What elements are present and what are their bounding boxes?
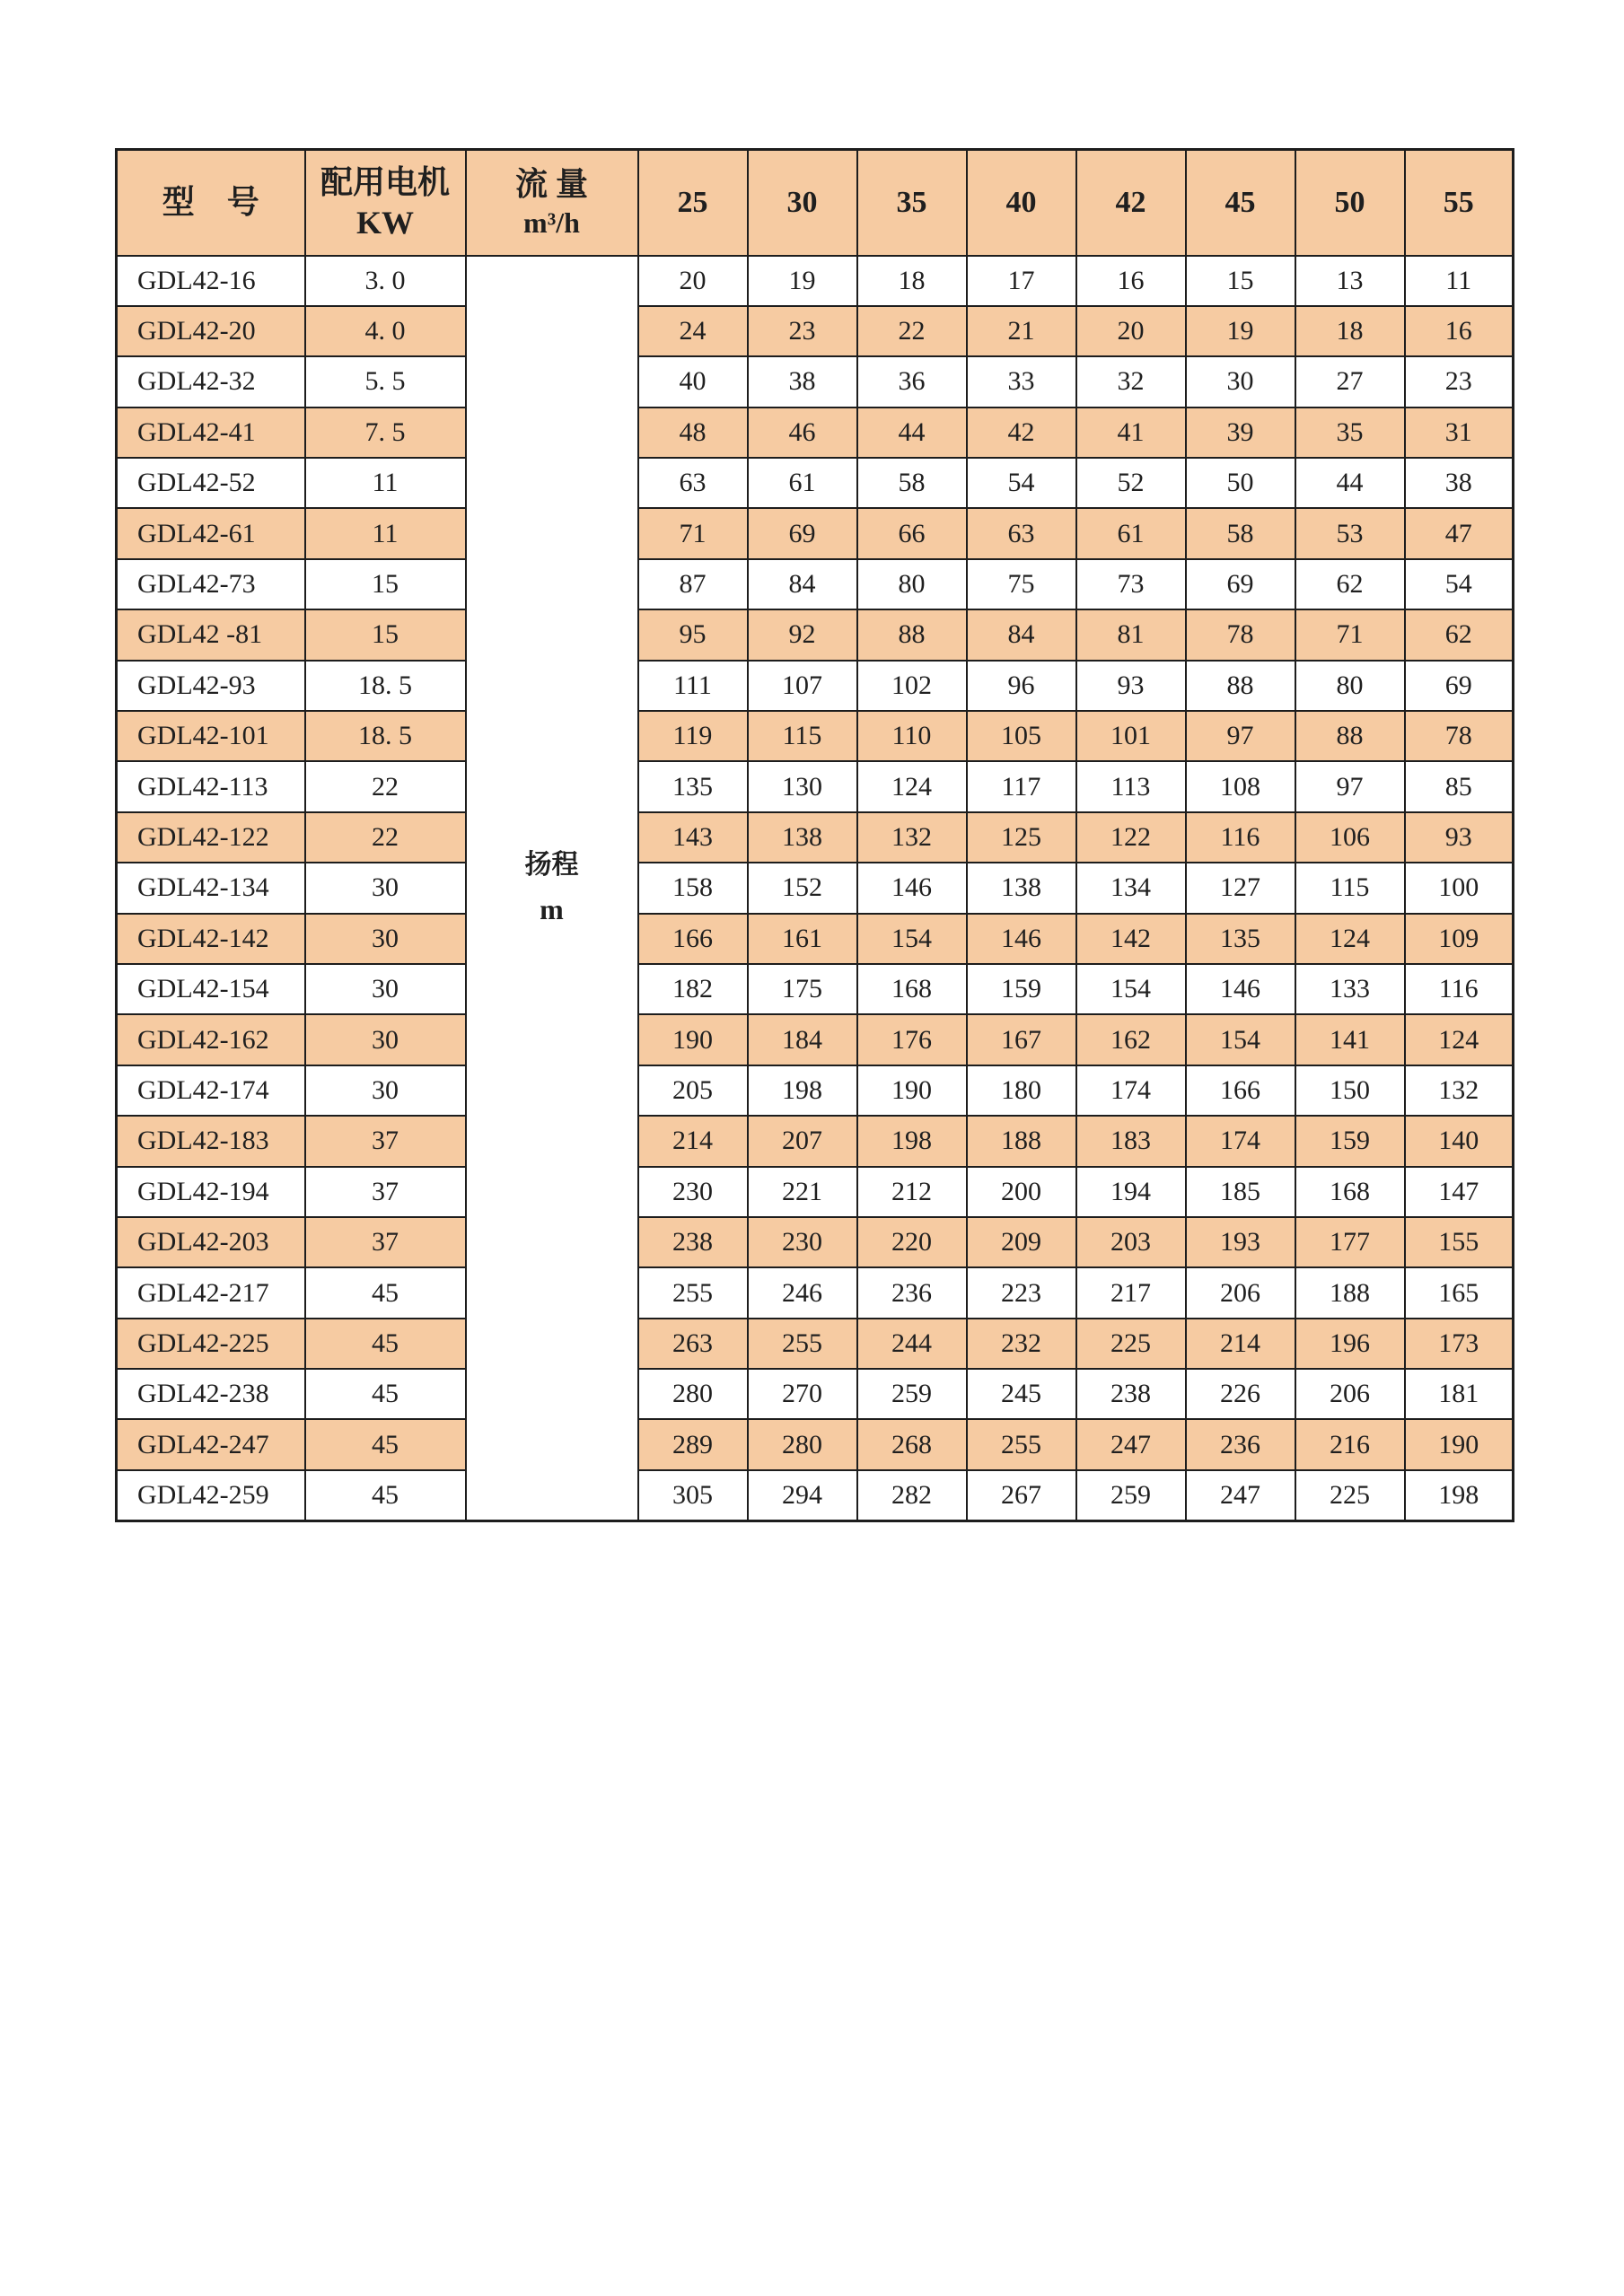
head-value-cell: 188 [1295, 1267, 1405, 1318]
head-value-cell: 71 [638, 508, 748, 558]
header-flow-col-42: 42 [1076, 150, 1186, 256]
head-value-cell: 111 [638, 661, 748, 711]
head-value-cell: 167 [967, 1014, 1076, 1065]
head-value-cell: 247 [1076, 1419, 1186, 1469]
model-cell: GDL42-122 [117, 812, 305, 863]
head-value-cell: 17 [967, 256, 1076, 306]
table-row [117, 1319, 1514, 1369]
head-value-cell: 132 [1405, 1065, 1514, 1116]
head-value-cell: 23 [748, 306, 857, 356]
head-value-cell: 22 [857, 306, 967, 356]
head-value-cell: 40 [638, 356, 748, 407]
model-cell: GDL42-16 [117, 256, 305, 306]
head-value-cell: 16 [1076, 256, 1186, 306]
motor-kw-cell: 45 [305, 1267, 466, 1318]
head-value-cell: 48 [638, 407, 748, 458]
head-value-cell: 20 [638, 256, 748, 306]
head-value-cell: 289 [638, 1419, 748, 1469]
motor-kw-cell: 30 [305, 1065, 466, 1116]
head-value-cell: 193 [1186, 1217, 1295, 1267]
head-value-cell: 294 [748, 1470, 857, 1520]
head-value-cell: 84 [967, 609, 1076, 660]
head-value-cell: 69 [1186, 559, 1295, 609]
head-value-cell: 223 [967, 1267, 1076, 1318]
header-flow-col-55: 55 [1405, 150, 1514, 256]
head-value-cell: 24 [638, 306, 748, 356]
table-row [117, 609, 1514, 660]
head-value-cell: 198 [1405, 1470, 1514, 1520]
model-cell: GDL42-194 [117, 1167, 305, 1217]
model-cell: GDL42-113 [117, 761, 305, 811]
table-row [117, 914, 1514, 964]
head-value-cell: 100 [1405, 863, 1514, 913]
model-cell: GDL42-61 [117, 508, 305, 558]
head-value-cell: 41 [1076, 407, 1186, 458]
head-value-cell: 88 [1295, 711, 1405, 761]
model-cell: GDL42-142 [117, 914, 305, 964]
table-row [117, 1369, 1514, 1419]
head-value-cell: 61 [1076, 508, 1186, 558]
model-cell: GDL42-203 [117, 1217, 305, 1267]
head-value-cell: 19 [748, 256, 857, 306]
head-value-cell: 190 [638, 1014, 748, 1065]
head-value-cell: 109 [1405, 914, 1514, 964]
head-value-cell: 63 [967, 508, 1076, 558]
head-value-cell: 108 [1186, 761, 1295, 811]
table-row [117, 1419, 1514, 1469]
head-value-cell: 42 [967, 407, 1076, 458]
head-value-cell: 69 [1405, 661, 1514, 711]
head-value-cell: 75 [967, 559, 1076, 609]
head-value-cell: 132 [857, 812, 967, 863]
head-value-cell: 245 [967, 1369, 1076, 1419]
head-value-cell: 39 [1186, 407, 1295, 458]
head-value-cell: 225 [1295, 1470, 1405, 1520]
head-value-cell: 58 [1186, 508, 1295, 558]
header-flow-col-25: 25 [638, 150, 748, 256]
motor-kw-cell: 7. 5 [305, 407, 466, 458]
head-value-cell: 21 [967, 306, 1076, 356]
pump-spec-table [115, 148, 1514, 1522]
motor-kw-cell: 45 [305, 1319, 466, 1369]
head-value-cell: 19 [1186, 306, 1295, 356]
head-value-cell: 50 [1186, 458, 1295, 508]
head-value-cell: 255 [748, 1319, 857, 1369]
motor-kw-cell: 45 [305, 1470, 466, 1520]
head-value-cell: 80 [1295, 661, 1405, 711]
table-row [117, 1116, 1514, 1166]
head-unit-label: 扬程 [524, 849, 579, 880]
motor-kw-cell: 30 [305, 964, 466, 1014]
head-value-cell: 71 [1295, 609, 1405, 660]
head-value-cell: 236 [857, 1267, 967, 1318]
head-value-cell: 32 [1076, 356, 1186, 407]
head-value-cell: 263 [638, 1319, 748, 1369]
head-value-cell: 165 [1405, 1267, 1514, 1318]
head-value-cell: 158 [638, 863, 748, 913]
header-motor-kw [305, 150, 466, 256]
head-value-cell: 116 [1405, 964, 1514, 1014]
head-value-cell: 93 [1405, 812, 1514, 863]
table-row [117, 964, 1514, 1014]
head-value-cell: 95 [638, 609, 748, 660]
head-value-cell: 225 [1076, 1319, 1186, 1369]
head-value-cell: 31 [1405, 407, 1514, 458]
head-value-cell: 62 [1295, 559, 1405, 609]
table-row [117, 1065, 1514, 1116]
motor-kw-cell: 45 [305, 1369, 466, 1419]
header-model-label: 型 号 [162, 184, 259, 221]
head-value-cell: 174 [1186, 1116, 1295, 1166]
head-value-cell: 35 [1295, 407, 1405, 458]
head-value-cell: 174 [1076, 1065, 1186, 1116]
head-value-cell: 177 [1295, 1217, 1405, 1267]
head-value-cell: 168 [1295, 1167, 1405, 1217]
head-value-cell: 206 [1186, 1267, 1295, 1318]
head-value-cell: 280 [638, 1369, 748, 1419]
head-value-cell: 101 [1076, 711, 1186, 761]
header-motor-label: 配用电机 [320, 163, 450, 200]
head-value-cell: 184 [748, 1014, 857, 1065]
head-value-cell: 138 [748, 812, 857, 863]
head-value-cell: 44 [857, 407, 967, 458]
head-value-cell: 190 [857, 1065, 967, 1116]
head-value-cell: 146 [967, 914, 1076, 964]
head-value-cell: 206 [1295, 1369, 1405, 1419]
head-value-cell: 152 [748, 863, 857, 913]
head-value-cell: 182 [638, 964, 748, 1014]
head-value-cell: 119 [638, 711, 748, 761]
model-cell: GDL42-32 [117, 356, 305, 407]
motor-kw-cell: 22 [305, 761, 466, 811]
header-model [117, 150, 305, 256]
head-value-cell: 138 [967, 863, 1076, 913]
head-value-cell: 142 [1076, 914, 1186, 964]
head-value-cell: 244 [857, 1319, 967, 1369]
head-value-cell: 173 [1405, 1319, 1514, 1369]
head-value-cell: 212 [857, 1167, 967, 1217]
head-value-cell: 238 [1076, 1369, 1186, 1419]
table-header [117, 150, 1514, 256]
head-value-cell: 18 [857, 256, 967, 306]
head-value-cell: 185 [1186, 1167, 1295, 1217]
header-flow-unit: m³/h [523, 206, 580, 240]
motor-kw-cell: 4. 0 [305, 306, 466, 356]
table-row [117, 407, 1514, 458]
head-value-cell: 282 [857, 1470, 967, 1520]
header-flow-col-50: 50 [1295, 150, 1405, 256]
head-value-cell: 53 [1295, 508, 1405, 558]
head-value-cell: 188 [967, 1116, 1076, 1166]
head-value-cell: 196 [1295, 1319, 1405, 1369]
motor-kw-cell: 37 [305, 1116, 466, 1166]
header-motor-unit: KW [356, 204, 414, 241]
head-value-cell: 141 [1295, 1014, 1405, 1065]
head-value-cell: 13 [1295, 256, 1405, 306]
head-value-cell: 110 [857, 711, 967, 761]
motor-kw-cell: 30 [305, 914, 466, 964]
head-value-cell: 175 [748, 964, 857, 1014]
header-flow-col-30: 30 [748, 150, 857, 256]
head-value-cell: 46 [748, 407, 857, 458]
head-value-cell: 92 [748, 609, 857, 660]
head-value-cell: 194 [1076, 1167, 1186, 1217]
head-value-cell: 66 [857, 508, 967, 558]
head-value-cell: 143 [638, 812, 748, 863]
head-value-cell: 33 [967, 356, 1076, 407]
head-value-cell: 125 [967, 812, 1076, 863]
head-value-cell: 268 [857, 1419, 967, 1469]
model-cell: GDL42-93 [117, 661, 305, 711]
head-value-cell: 36 [857, 356, 967, 407]
head-value-cell: 134 [1076, 863, 1186, 913]
head-value-cell: 135 [638, 761, 748, 811]
motor-kw-cell: 3. 0 [305, 256, 466, 306]
table-row [117, 256, 1514, 306]
head-value-cell: 73 [1076, 559, 1186, 609]
header-flow [466, 150, 638, 256]
head-value-cell: 203 [1076, 1217, 1186, 1267]
head-value-cell: 97 [1295, 761, 1405, 811]
table-row [117, 458, 1514, 508]
head-value-cell: 124 [1295, 914, 1405, 964]
head-value-cell: 198 [857, 1116, 967, 1166]
head-value-cell: 38 [1405, 458, 1514, 508]
head-value-cell: 183 [1076, 1116, 1186, 1166]
table-row [117, 1217, 1514, 1267]
head-value-cell: 102 [857, 661, 967, 711]
head-value-cell: 30 [1186, 356, 1295, 407]
head-value-cell: 80 [857, 559, 967, 609]
head-value-cell: 230 [748, 1217, 857, 1267]
table-row [117, 306, 1514, 356]
head-value-cell: 154 [1186, 1014, 1295, 1065]
head-value-cell: 62 [1405, 609, 1514, 660]
head-value-cell: 270 [748, 1369, 857, 1419]
table-row [117, 1014, 1514, 1065]
model-cell: GDL42-154 [117, 964, 305, 1014]
model-cell: GDL42-247 [117, 1419, 305, 1469]
head-value-cell: 58 [857, 458, 967, 508]
head-value-cell: 78 [1405, 711, 1514, 761]
head-value-cell: 259 [1076, 1470, 1186, 1520]
head-value-cell: 124 [1405, 1014, 1514, 1065]
head-value-cell: 214 [1186, 1319, 1295, 1369]
head-value-cell: 113 [1076, 761, 1186, 811]
head-value-cell: 87 [638, 559, 748, 609]
model-cell: GDL42-73 [117, 559, 305, 609]
head-value-cell: 16 [1405, 306, 1514, 356]
model-cell: GDL42-52 [117, 458, 305, 508]
head-value-cell: 198 [748, 1065, 857, 1116]
header-flow-col-45: 45 [1186, 150, 1295, 256]
head-value-cell: 155 [1405, 1217, 1514, 1267]
head-value-cell: 207 [748, 1116, 857, 1166]
head-value-cell: 159 [967, 964, 1076, 1014]
head-value-cell: 85 [1405, 761, 1514, 811]
head-value-cell: 107 [748, 661, 857, 711]
motor-kw-cell: 30 [305, 863, 466, 913]
motor-kw-cell: 18. 5 [305, 711, 466, 761]
head-value-cell: 116 [1186, 812, 1295, 863]
head-value-cell: 130 [748, 761, 857, 811]
head-value-cell: 23 [1405, 356, 1514, 407]
head-value-cell: 238 [638, 1217, 748, 1267]
head-value-cell: 216 [1295, 1419, 1405, 1469]
head-value-cell: 63 [638, 458, 748, 508]
head-value-cell: 161 [748, 914, 857, 964]
model-cell: GDL42-162 [117, 1014, 305, 1065]
head-value-cell: 146 [1186, 964, 1295, 1014]
head-value-cell: 255 [638, 1267, 748, 1318]
head-value-cell: 61 [748, 458, 857, 508]
head-value-cell: 69 [748, 508, 857, 558]
head-value-cell: 38 [748, 356, 857, 407]
model-cell: GDL42-41 [117, 407, 305, 458]
head-value-cell: 106 [1295, 812, 1405, 863]
model-cell: GDL42-259 [117, 1470, 305, 1520]
head-value-cell: 205 [638, 1065, 748, 1116]
head-value-cell: 44 [1295, 458, 1405, 508]
head-value-cell: 166 [638, 914, 748, 964]
motor-kw-cell: 15 [305, 559, 466, 609]
motor-kw-cell: 11 [305, 508, 466, 558]
head-value-cell: 117 [967, 761, 1076, 811]
model-cell: GDL42-20 [117, 306, 305, 356]
head-value-cell: 176 [857, 1014, 967, 1065]
head-value-cell: 135 [1186, 914, 1295, 964]
motor-kw-cell: 37 [305, 1217, 466, 1267]
table-row [117, 863, 1514, 913]
model-cell: GDL42-217 [117, 1267, 305, 1318]
head-value-cell: 247 [1186, 1470, 1295, 1520]
head-value-cell: 54 [967, 458, 1076, 508]
head-value-cell: 162 [1076, 1014, 1186, 1065]
model-cell: GDL42-101 [117, 711, 305, 761]
table-body [117, 256, 1514, 1521]
head-value-cell: 209 [967, 1217, 1076, 1267]
model-cell: GDL42-174 [117, 1065, 305, 1116]
table-row [117, 661, 1514, 711]
model-cell: GDL42-183 [117, 1116, 305, 1166]
table-row [117, 812, 1514, 863]
head-value-cell: 166 [1186, 1065, 1295, 1116]
motor-kw-cell: 37 [305, 1167, 466, 1217]
table-row [117, 711, 1514, 761]
head-value-cell: 93 [1076, 661, 1186, 711]
table-row [117, 508, 1514, 558]
head-value-cell: 159 [1295, 1116, 1405, 1166]
head-unit-symbol: m [540, 892, 564, 925]
table-row [117, 1470, 1514, 1520]
head-value-cell: 246 [748, 1267, 857, 1318]
head-value-cell: 267 [967, 1470, 1076, 1520]
head-value-cell: 88 [1186, 661, 1295, 711]
head-value-cell: 190 [1405, 1419, 1514, 1469]
header-flow-label: 流 量 [514, 166, 588, 203]
head-value-cell: 236 [1186, 1419, 1295, 1469]
head-value-cell: 88 [857, 609, 967, 660]
table-row [117, 1267, 1514, 1318]
head-value-cell: 15 [1186, 256, 1295, 306]
head-value-cell: 168 [857, 964, 967, 1014]
head-value-cell: 18 [1295, 306, 1405, 356]
model-cell: GDL42-225 [117, 1319, 305, 1369]
motor-kw-cell: 11 [305, 458, 466, 508]
motor-kw-cell: 18. 5 [305, 661, 466, 711]
head-value-cell: 11 [1405, 256, 1514, 306]
head-value-cell: 97 [1186, 711, 1295, 761]
model-cell: GDL42-134 [117, 863, 305, 913]
head-value-cell: 78 [1186, 609, 1295, 660]
head-value-cell: 230 [638, 1167, 748, 1217]
head-value-cell: 181 [1405, 1369, 1514, 1419]
head-value-cell: 180 [967, 1065, 1076, 1116]
header-flow-col-40: 40 [967, 150, 1076, 256]
head-value-cell: 54 [1405, 559, 1514, 609]
head-value-cell: 226 [1186, 1369, 1295, 1419]
table-row [117, 1167, 1514, 1217]
table-row [117, 761, 1514, 811]
head-value-cell: 96 [967, 661, 1076, 711]
head-value-cell: 305 [638, 1470, 748, 1520]
head-value-cell: 115 [1295, 863, 1405, 913]
head-value-cell: 122 [1076, 812, 1186, 863]
head-value-cell: 127 [1186, 863, 1295, 913]
head-value-cell: 105 [967, 711, 1076, 761]
motor-kw-cell: 22 [305, 812, 466, 863]
head-value-cell: 154 [857, 914, 967, 964]
head-value-cell: 133 [1295, 964, 1405, 1014]
motor-kw-cell: 5. 5 [305, 356, 466, 407]
head-value-cell: 220 [857, 1217, 967, 1267]
motor-kw-cell: 45 [305, 1419, 466, 1469]
head-value-cell: 214 [638, 1116, 748, 1166]
motor-kw-cell: 30 [305, 1014, 466, 1065]
head-value-cell: 200 [967, 1167, 1076, 1217]
table-row [117, 356, 1514, 407]
head-unit-merged-cell [466, 256, 638, 1521]
head-value-cell: 280 [748, 1419, 857, 1469]
head-value-cell: 217 [1076, 1267, 1186, 1318]
motor-kw-cell: 15 [305, 609, 466, 660]
table-row [117, 559, 1514, 609]
head-value-cell: 259 [857, 1369, 967, 1419]
head-value-cell: 147 [1405, 1167, 1514, 1217]
head-value-cell: 232 [967, 1319, 1076, 1369]
head-value-cell: 52 [1076, 458, 1186, 508]
model-cell: GDL42 -81 [117, 609, 305, 660]
head-value-cell: 27 [1295, 356, 1405, 407]
model-cell: GDL42-238 [117, 1369, 305, 1419]
header-row [117, 150, 1514, 256]
header-flow-col-35: 35 [857, 150, 967, 256]
head-value-cell: 84 [748, 559, 857, 609]
head-value-cell: 81 [1076, 609, 1186, 660]
head-value-cell: 221 [748, 1167, 857, 1217]
head-value-cell: 115 [748, 711, 857, 761]
head-value-cell: 146 [857, 863, 967, 913]
head-value-cell: 154 [1076, 964, 1186, 1014]
head-value-cell: 150 [1295, 1065, 1405, 1116]
head-value-cell: 20 [1076, 306, 1186, 356]
head-value-cell: 255 [967, 1419, 1076, 1469]
head-value-cell: 47 [1405, 508, 1514, 558]
head-value-cell: 124 [857, 761, 967, 811]
head-value-cell: 140 [1405, 1116, 1514, 1166]
